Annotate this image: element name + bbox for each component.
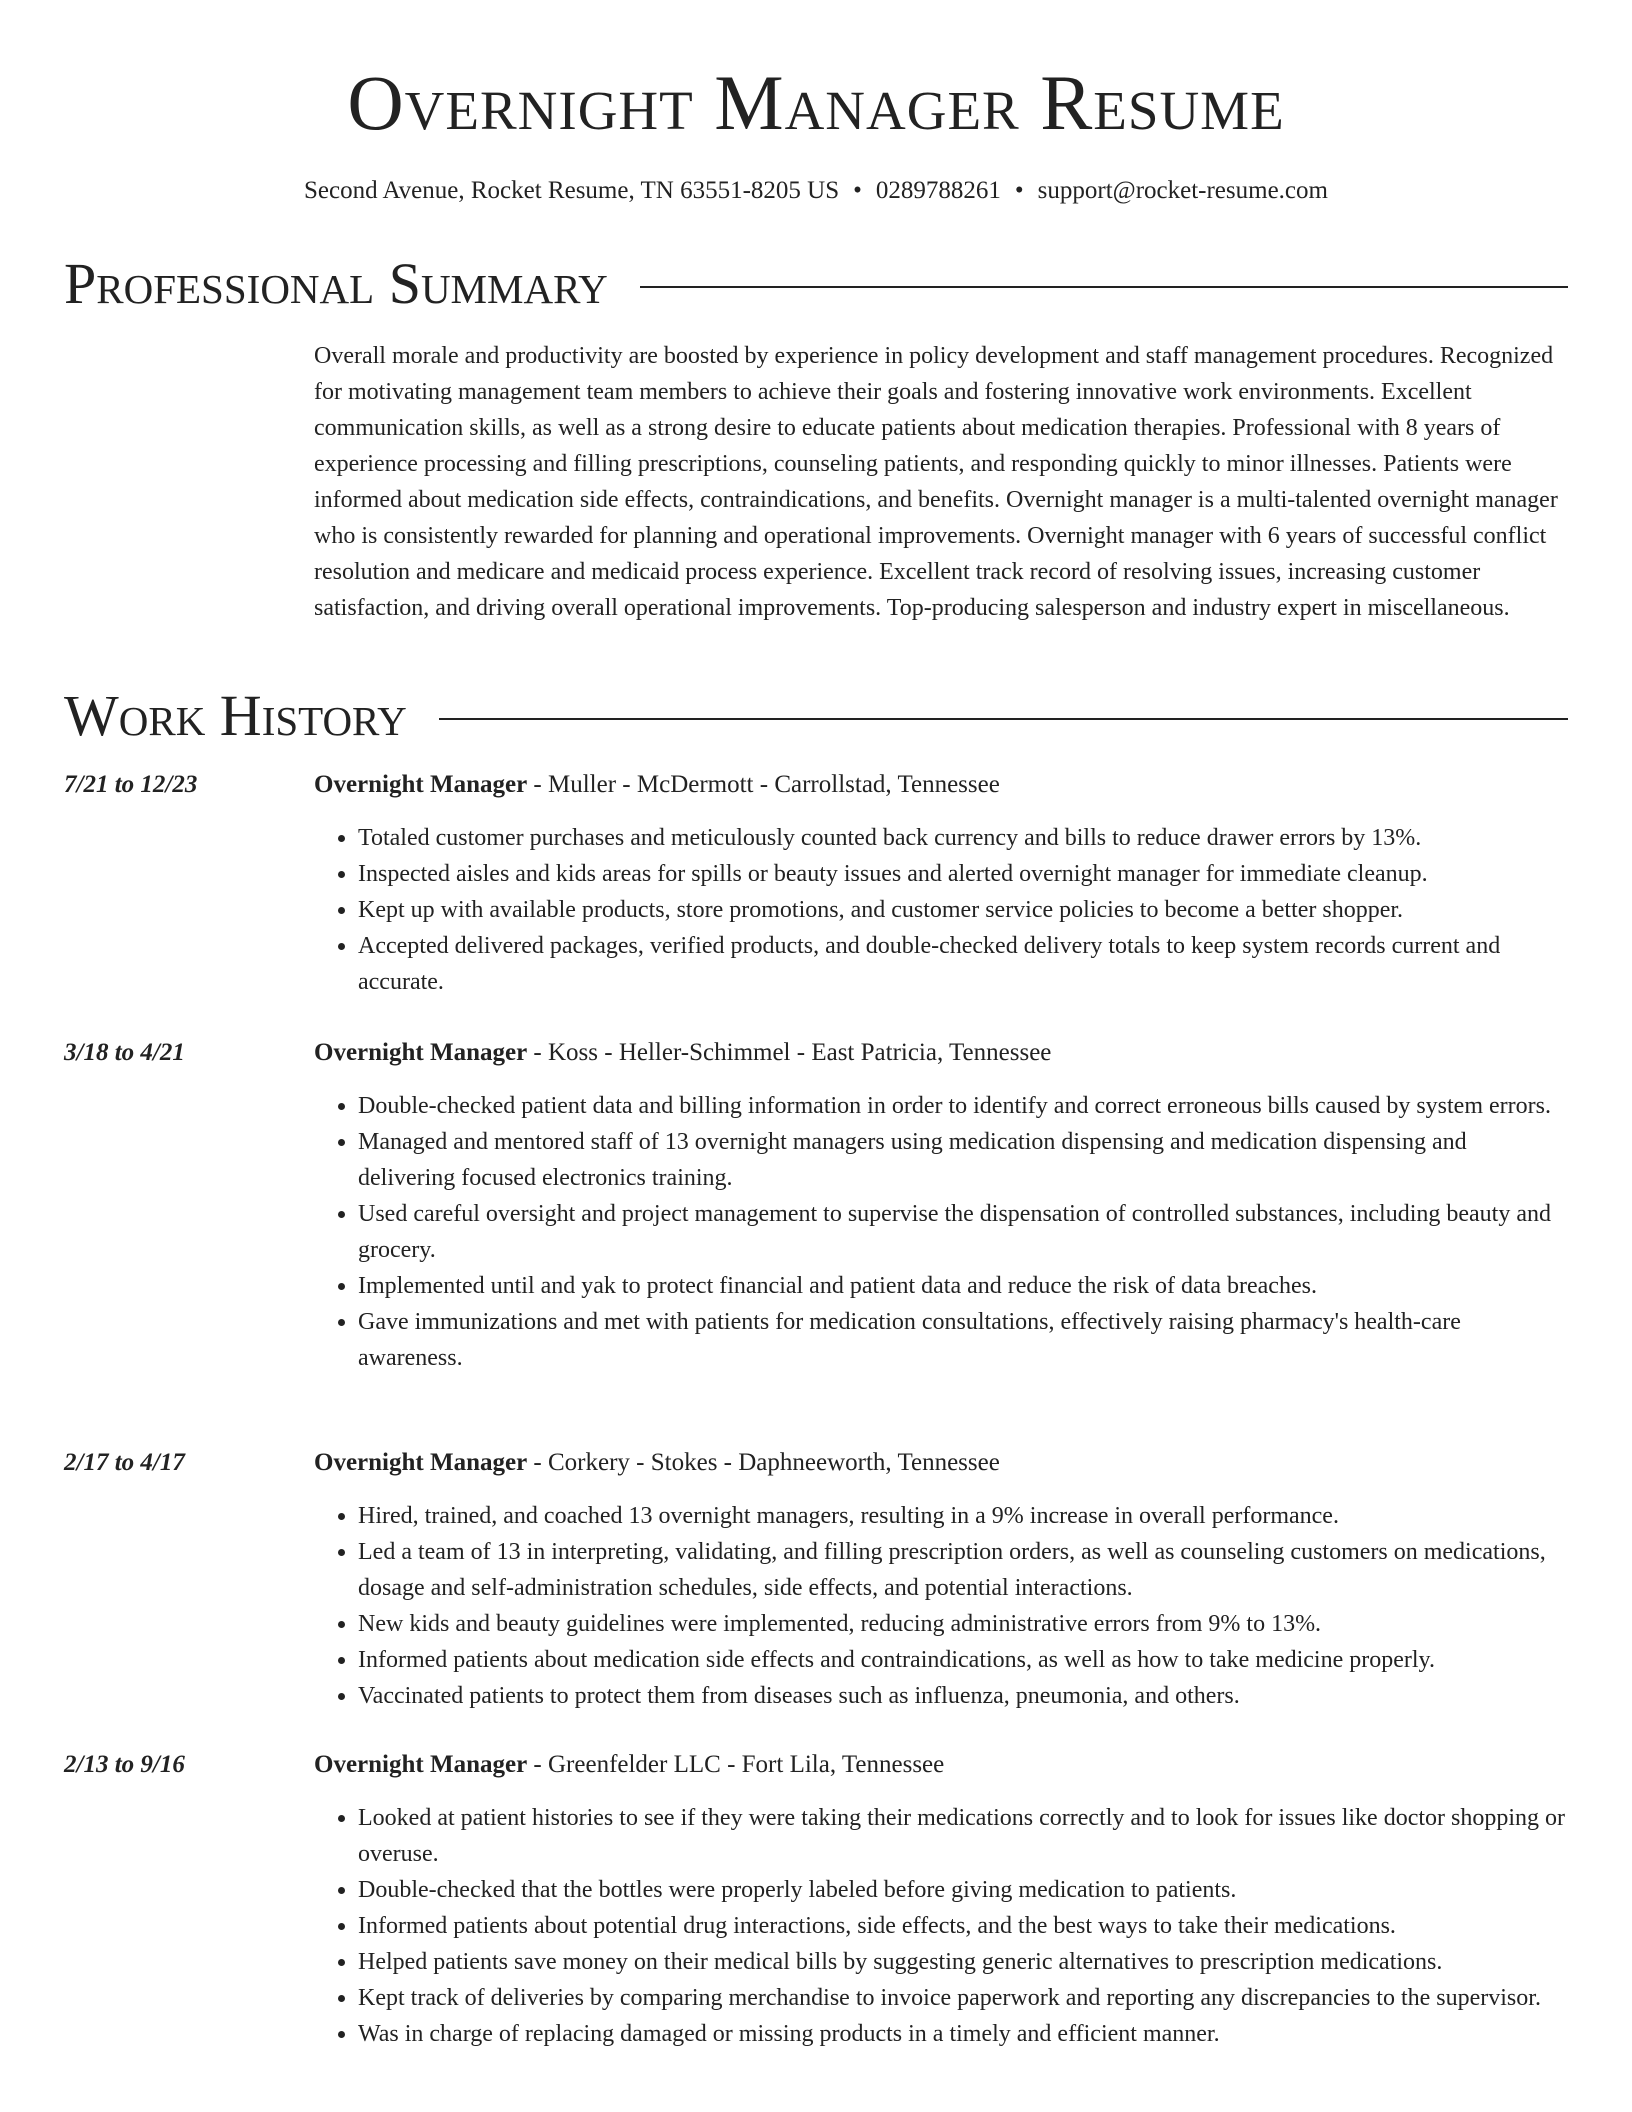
job-bullet: • Double-checked patient data and billing information in order to identify and correct erroneous bills caused by system errors.	[358, 1088, 1568, 1124]
job-bullet: • Hired, trained, and coached 13 overnight managers, resulting in a 9% increase in overall performance.	[358, 1498, 1568, 1534]
job-heading	[314, 1748, 1568, 1782]
job-bullet: • Implemented until and yak to protect financial and patient data and reduce the risk of data breaches.	[358, 1268, 1568, 1304]
summary-section-title: Professional Summary	[64, 251, 608, 316]
contact-phone: 0289788261	[875, 177, 1001, 204]
job-heading	[314, 1036, 1568, 1070]
job-bullet: • Double-checked that the bottles were properly labeled before giving medication to patients.	[358, 1872, 1568, 1908]
job-bullet: • Managed and mentored staff of 13 overnight managers using medication dispensing and medication dispensing and delivering focused electronics training.	[358, 1124, 1568, 1196]
summary-section-heading	[64, 252, 1568, 316]
work-history-section-heading	[64, 684, 1568, 748]
work-history-section-title: Work History	[64, 683, 407, 748]
job-employer-location: - Koss - Heller-Schimmel - East Patricia, Tennessee	[527, 1039, 1052, 1066]
job-bullet: • Kept track of deliveries by comparing merchandise to invoice paperwork and reporting any discrepancies to the supervisor.	[358, 1980, 1568, 2016]
job-bullet-list	[314, 1498, 1568, 1714]
job-dates: 7/21 to 12/23	[64, 771, 198, 798]
contact-line	[0, 174, 1632, 208]
contact-separator: •	[853, 177, 862, 204]
job-bullet: • Was in charge of replacing damaged or missing products in a timely and efficient manner.	[358, 2016, 1568, 2052]
job-bullet: • Kept up with available products, store promotions, and customer service policies to become a better shopper.	[358, 892, 1568, 928]
contact-address: Second Avenue, Rocket Resume, TN 63551-8205 US	[304, 177, 840, 204]
job-employer-location: - Corkery - Stokes - Daphneeworth, Tennessee	[527, 1449, 1000, 1476]
section-divider	[640, 286, 1568, 288]
job-bullet: • New kids and beauty guidelines were implemented, reducing administrative errors from 9% to 13%.	[358, 1606, 1568, 1642]
job-bullet: • Inspected aisles and kids areas for spills or beauty issues and alerted overnight manager for immediate cleanup.	[358, 856, 1568, 892]
job-bullet: • Looked at patient histories to see if they were taking their medications correctly and to look for issues like doctor shopping or overuse.	[358, 1800, 1568, 1872]
job-dates: 2/17 to 4/17	[64, 1449, 185, 1476]
job-bullet: • Gave immunizations and met with patients for medication consultations, effectively raising pharmacy's health-care awareness.	[358, 1304, 1568, 1376]
contact-email: support@rocket-resume.com	[1037, 177, 1328, 204]
job-bullet: • Helped patients save money on their medical bills by suggesting generic alternatives to prescription medications.	[358, 1944, 1568, 1980]
job-employer-location: - Greenfelder LLC - Fort Lila, Tennessee	[527, 1751, 945, 1778]
job-bullet-list	[314, 1800, 1568, 2052]
job-bullet: • Informed patients about potential drug interactions, side effects, and the best ways to take their medications.	[358, 1908, 1568, 1944]
job-bullet: • Led a team of 13 in interpreting, validating, and filling prescription orders, as well as counseling customers on medications, dosage and self-administration schedules, side effects, and potential interactions.	[358, 1534, 1568, 1606]
contact-separator: •	[1014, 177, 1024, 204]
job-role: Overnight Manager	[314, 771, 528, 798]
job-heading	[314, 768, 1568, 802]
resume-title: Overnight Manager Resume	[347, 59, 1285, 146]
section-divider	[439, 718, 1568, 720]
job-heading	[314, 1446, 1568, 1480]
job-role: Overnight Manager	[314, 1449, 528, 1476]
job-employer-location: - Muller - McDermott - Carrollstad, Tennessee	[527, 771, 1000, 798]
job-dates: 2/13 to 9/16	[64, 1751, 185, 1778]
job-bullet-list	[314, 820, 1568, 1000]
job-role: Overnight Manager	[314, 1039, 528, 1066]
job-role: Overnight Manager	[314, 1751, 528, 1778]
job-bullet: • Totaled customer purchases and meticulously counted back currency and bills to reduce drawer errors by 13%.	[358, 820, 1568, 856]
job-dates: 3/18 to 4/21	[64, 1039, 185, 1066]
job-bullet: • Used careful oversight and project management to supervise the dispensation of controlled substances, including beauty and grocery.	[358, 1196, 1568, 1268]
job-bullet: • Accepted delivered packages, verified products, and double-checked delivery totals to keep system records current and accurate.	[358, 928, 1568, 1000]
job-bullet-list	[314, 1088, 1568, 1376]
summary-text: Overall morale and productivity are boosted by experience in policy development and staff management procedures. Recognized for motivating management team members to achieve their goals and fostering innovative work environments. Excellent communication skills, as well as a strong desire to educate patients about medication therapies. Professional with 8 years of experience processing and filling prescriptions, counseling patients, and responding quickly to minor illnesses. Patients were informed about medication side effects, contraindications, and benefits. Overnight manager is a multi-talented overnight manager who is consistently rewarded for planning and operational improvements. Overnight manager with 6 years of successful conflict resolution and medicare and medicaid process experience. Excellent track record of resolving issues, increasing customer satisfaction, and driving overall operational improvements. Top-producing salesperson and industry expert in miscellaneous.	[314, 343, 1558, 621]
job-bullet: • Vaccinated patients to protect them from diseases such as influenza, pneumonia, and others.	[358, 1678, 1568, 1714]
job-bullet: • Informed patients about medication side effects and contraindications, as well as how to take medicine properly.	[358, 1642, 1568, 1678]
